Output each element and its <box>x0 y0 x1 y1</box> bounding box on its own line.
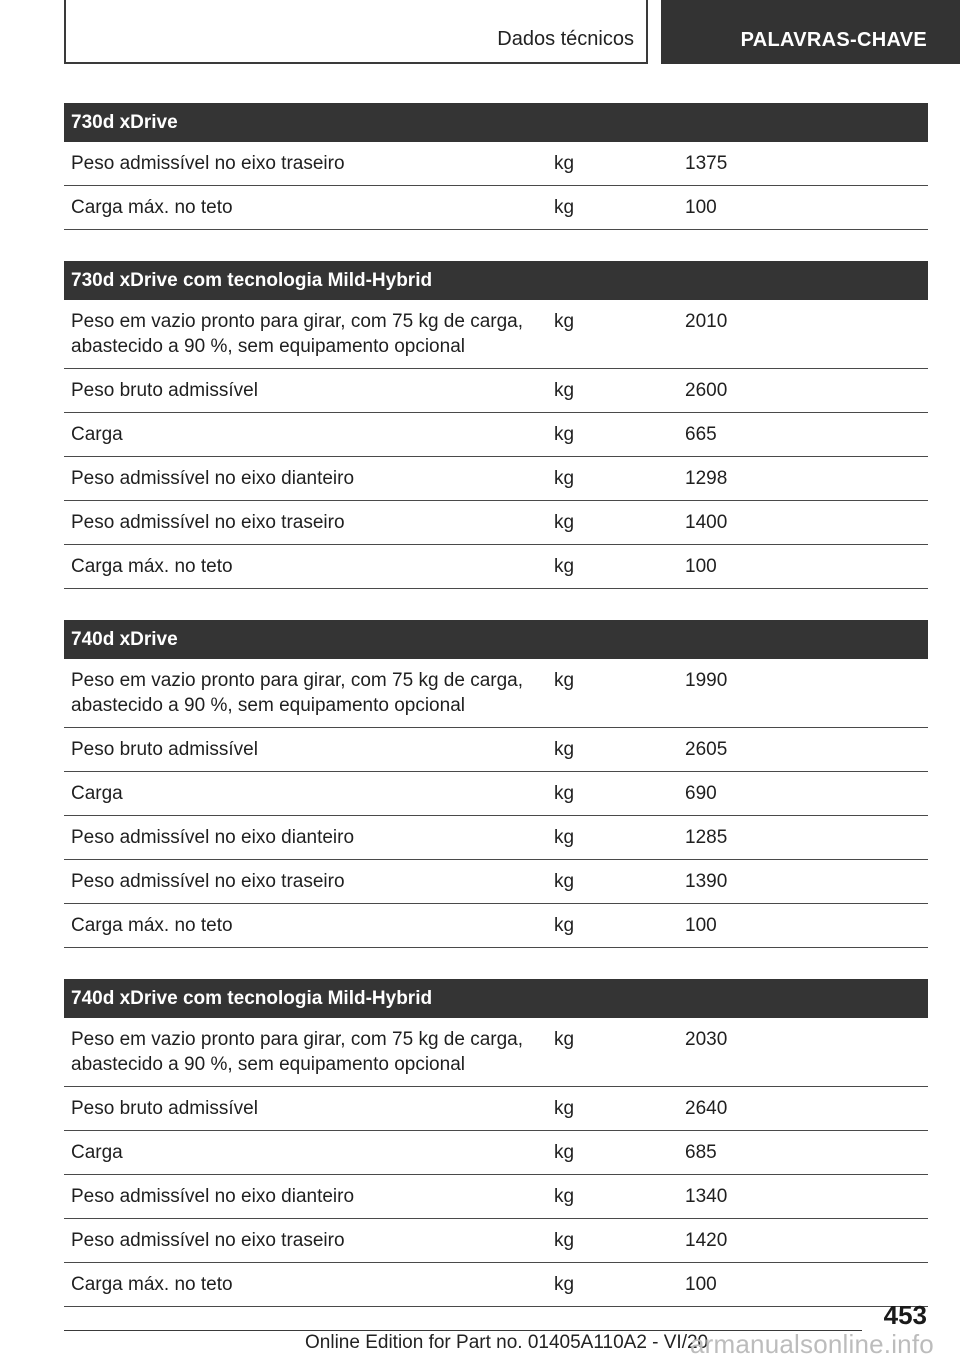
row-value: 1340 <box>678 1175 928 1219</box>
table-row <box>64 457 928 501</box>
page-number: 453 <box>883 1300 927 1330</box>
table-title: 730d xDrive <box>64 103 928 142</box>
edition-note: Online Edition for Part no. 01405A110A2 - VI/20 <box>305 1332 709 1353</box>
keyword-tab-label: PALAVRAS-CHAVE <box>740 29 927 51</box>
table-row <box>64 816 928 860</box>
row-label: Peso admissível no eixo traseiro <box>64 142 547 186</box>
row-value: 685 <box>678 1131 928 1175</box>
row-label: Peso admissível no eixo traseiro <box>64 860 547 904</box>
table-row <box>64 1263 928 1307</box>
spec-table <box>64 620 928 948</box>
row-value: 690 <box>678 772 928 816</box>
table-row <box>64 300 928 369</box>
table-row <box>64 501 928 545</box>
table-row <box>64 1219 928 1263</box>
row-value: 2600 <box>678 369 928 413</box>
spec-table <box>64 103 928 230</box>
row-label: Peso admissível no eixo traseiro <box>64 501 547 545</box>
table-row <box>64 1018 928 1087</box>
table-row <box>64 772 928 816</box>
row-unit: kg <box>547 904 678 948</box>
row-label: Carga máx. no teto <box>64 904 547 948</box>
row-value: 1298 <box>678 457 928 501</box>
row-unit: kg <box>547 369 678 413</box>
row-unit: kg <box>547 1087 678 1131</box>
row-unit: kg <box>547 860 678 904</box>
row-value: 100 <box>678 545 928 589</box>
table-row <box>64 659 928 728</box>
row-label: Carga máx. no teto <box>64 186 547 230</box>
table-row <box>64 1087 928 1131</box>
row-value: 1420 <box>678 1219 928 1263</box>
row-unit: kg <box>547 1131 678 1175</box>
row-label: Peso em vazio pronto para girar, com 75 kg de carga, abastecido a 90 %, sem equipamento opcional <box>64 659 547 728</box>
row-unit: kg <box>547 659 678 728</box>
row-unit: kg <box>547 772 678 816</box>
row-value: 100 <box>678 904 928 948</box>
row-label: Peso bruto admissível <box>64 728 547 772</box>
row-label: Peso admissível no eixo dianteiro <box>64 816 547 860</box>
row-value: 100 <box>678 186 928 230</box>
row-unit: kg <box>547 457 678 501</box>
row-value: 100 <box>678 1263 928 1307</box>
watermark: armanualsonline.info <box>690 1329 934 1359</box>
row-value: 2030 <box>678 1018 928 1087</box>
row-unit: kg <box>547 1263 678 1307</box>
row-value: 2640 <box>678 1087 928 1131</box>
row-unit: kg <box>547 413 678 457</box>
spec-table <box>64 979 928 1307</box>
table-row <box>64 413 928 457</box>
row-unit: kg <box>547 142 678 186</box>
row-value: 2605 <box>678 728 928 772</box>
row-value: 2010 <box>678 300 928 369</box>
row-label: Peso bruto admissível <box>64 1087 547 1131</box>
row-label: Carga <box>64 772 547 816</box>
table-row <box>64 142 928 186</box>
row-label: Carga <box>64 1131 547 1175</box>
spec-tables <box>64 103 928 1338</box>
row-value: 1375 <box>678 142 928 186</box>
row-value: 1990 <box>678 659 928 728</box>
row-unit: kg <box>547 186 678 230</box>
table-row <box>64 904 928 948</box>
row-label: Carga <box>64 413 547 457</box>
row-label: Peso em vazio pronto para girar, com 75 kg de carga, abastecido a 90 %, sem equipamento opcional <box>64 300 547 369</box>
table-row <box>64 860 928 904</box>
row-unit: kg <box>547 1175 678 1219</box>
row-unit: kg <box>547 300 678 369</box>
row-label: Peso admissível no eixo traseiro <box>64 1219 547 1263</box>
table-row <box>64 1175 928 1219</box>
row-value: 1285 <box>678 816 928 860</box>
row-label: Peso admissível no eixo dianteiro <box>64 1175 547 1219</box>
row-value: 1390 <box>678 860 928 904</box>
row-unit: kg <box>547 501 678 545</box>
spec-table <box>64 261 928 589</box>
row-label: Peso em vazio pronto para girar, com 75 kg de carga, abastecido a 90 %, sem equipamento opcional <box>64 1018 547 1087</box>
row-label: Carga máx. no teto <box>64 1263 547 1307</box>
row-label: Carga máx. no teto <box>64 545 547 589</box>
row-value: 665 <box>678 413 928 457</box>
table-row <box>64 186 928 230</box>
table-title: 730d xDrive com tecnologia Mild-Hybrid <box>64 261 928 300</box>
row-value: 1400 <box>678 501 928 545</box>
table-title: 740d xDrive com tecnologia Mild-Hybrid <box>64 979 928 1018</box>
row-label: Peso bruto admissível <box>64 369 547 413</box>
table-title: 740d xDrive <box>64 620 928 659</box>
keyword-tab[interactable] <box>661 0 960 64</box>
table-row <box>64 1131 928 1175</box>
row-unit: kg <box>547 1219 678 1263</box>
section-title: Dados técnicos <box>497 28 634 50</box>
table-row <box>64 369 928 413</box>
table-row <box>64 545 928 589</box>
table-row <box>64 728 928 772</box>
row-label: Peso admissível no eixo dianteiro <box>64 457 547 501</box>
row-unit: kg <box>547 1018 678 1087</box>
row-unit: kg <box>547 545 678 589</box>
row-unit: kg <box>547 816 678 860</box>
row-unit: kg <box>547 728 678 772</box>
